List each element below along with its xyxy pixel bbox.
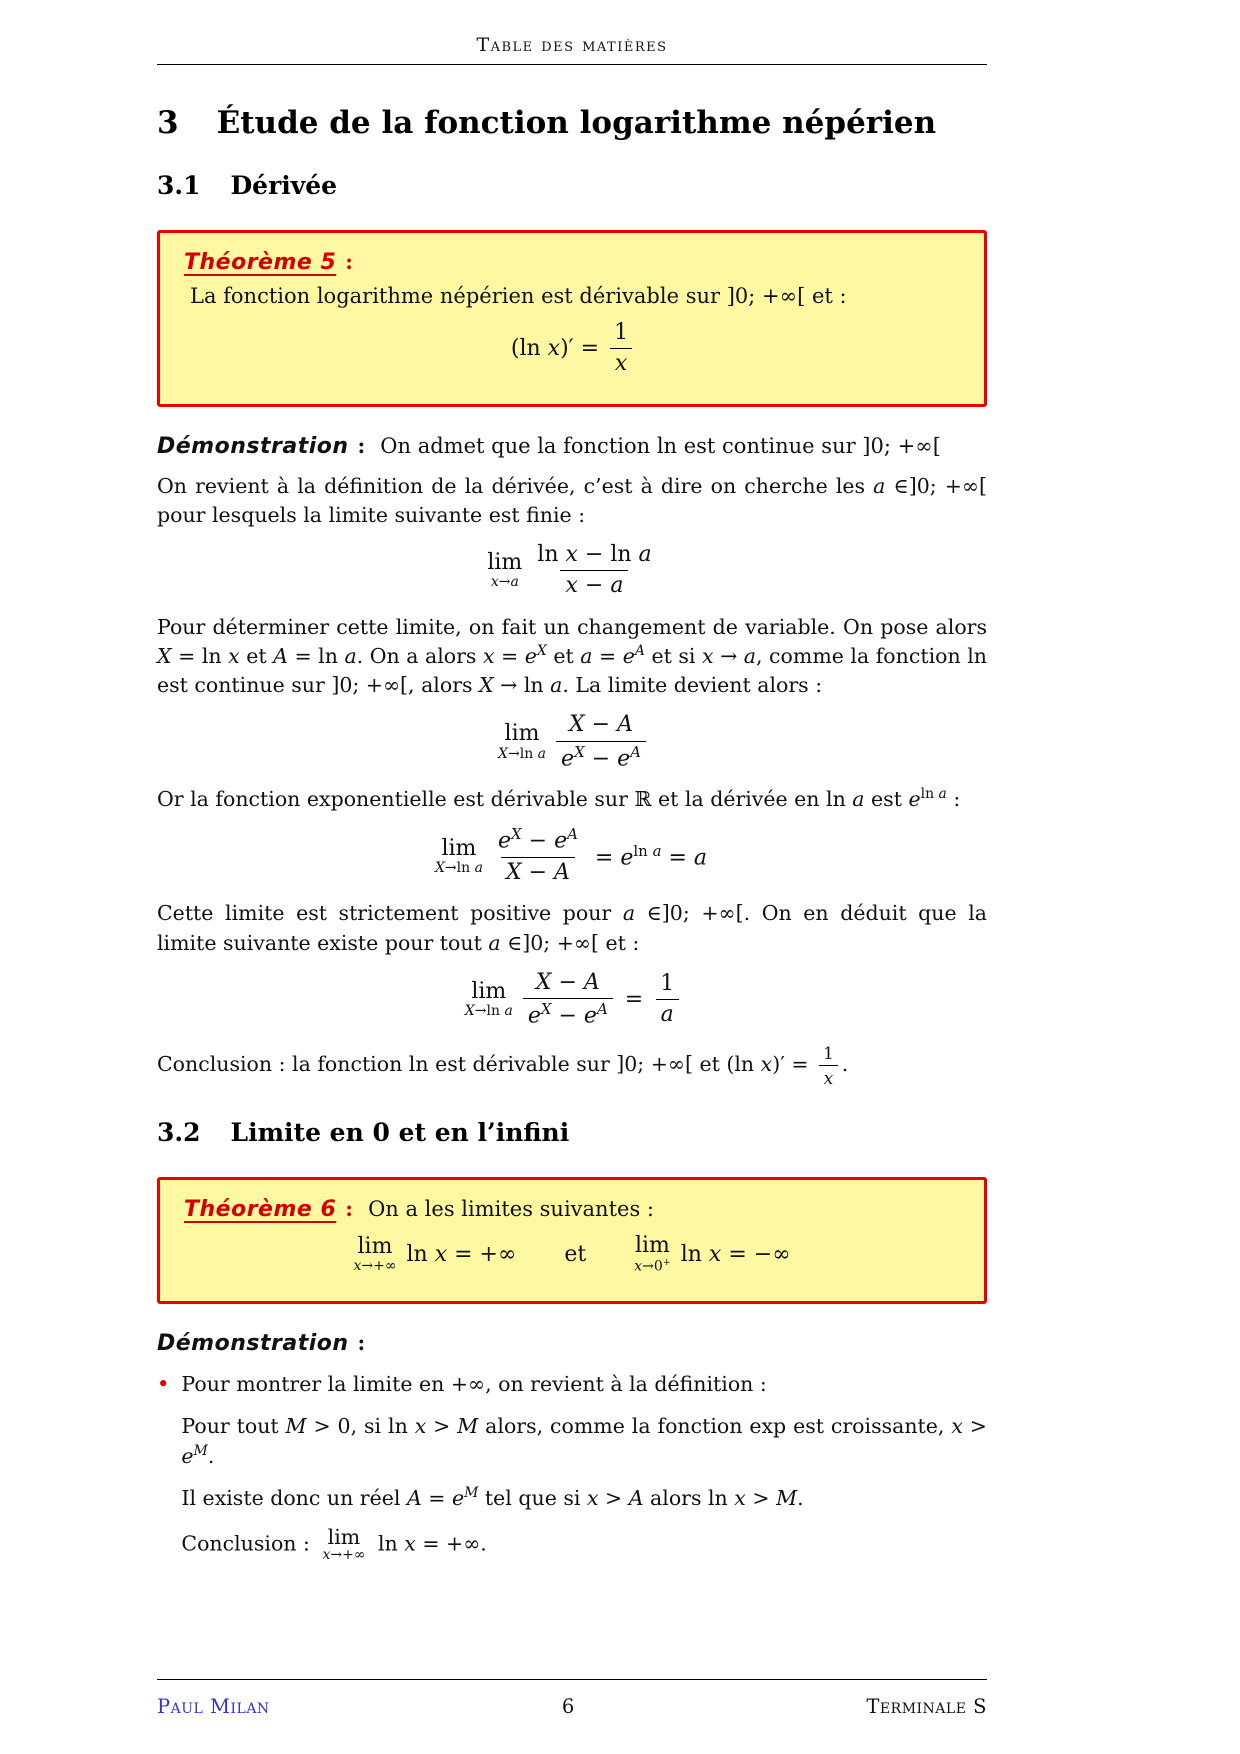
footer-author-link[interactable]: Paul Milan [157,1695,270,1718]
theorem-5-formula: (ln x)′ = $\frac{1}{x}$ [184,320,960,378]
subsection-title-limites: Limite en 0 et en l’infini [230,1118,570,1148]
subsection-number-limites: 3.2 [157,1118,201,1148]
footer-doc-title: Terminale S [866,1695,987,1718]
section-title: Étude de la fonction logarithme népérien [216,105,937,141]
theorem-5-label: Théorème 5 [184,250,337,275]
formula-limit-ln-difference: lim x→a $\frac{\text{ln x − ln a}}{x - a}$ [487,542,652,599]
bullet-paragraph-il-existe: Il existe donc un réel $A = e^M$ tel que si x > A alors ln x > M. [181,1484,804,1510]
demonstration-1-colon: : [357,432,366,458]
section-heading [157,105,987,141]
theorem-6-formula: lim x→+∞ ln x = +∞ et lim x→0+ ln x = −∞ [353,1233,791,1275]
demonstration-2-head [157,1330,987,1356]
theorem-6-colon: : [345,1196,354,1222]
theorem-box-5 [157,230,987,407]
theorem-6-intro: On a les limites suivantes : [368,1197,654,1222]
theorem-5-intro: La fonction logarithme népérien est dérivable sur ]0; +∞[ et : [190,284,847,308]
bullet-content [181,1370,987,1563]
subsection-number-derivee: 3.1 [157,171,201,200]
subsection-heading-limites [157,1118,987,1147]
theorem-5-colon: : [345,249,354,274]
subsection-title-derivee: Dérivée [230,171,338,200]
demonstration-1-head [157,433,987,459]
page-footer [157,1679,987,1718]
paragraph-change-of-variable: Pour déterminer cette limite, on fait un changement de variable. On pose alors X = ln x et A = ln a. On a alors $x = e^X$ et $a = e^A$ et si x → a, comme la fonction ln est continue sur ]0; +∞[, alors X → ln a. La limite devient alors : [157,614,987,697]
demonstration-2-label: Démonstration [157,1331,349,1357]
bullet-paragraph-pour-tout-M: Pour tout M > 0, si ln x > M alors, comme la fonction exp est croissante, $x > e^M$. [181,1414,987,1468]
header-title: Table des matières [476,34,668,56]
theorem-box-6 [157,1177,987,1304]
bullet-item-limite-infini [157,1370,987,1563]
demonstration-2-colon: : [357,1330,366,1356]
footer-page-number: 6 [561,1695,575,1718]
theorem-6-label: Théorème 6 [184,1197,337,1223]
paragraph-exponential-derivable: Or la fonction exponentielle est dérivable sur ℝ et la dérivée en ln a est $e^{ln a}$ : [157,786,961,812]
formula-limit-XA-over-exp: lim X→ln a $\frac{X - A}{e^X - e^A}$ [157,712,987,772]
paragraph-derivative-definition: On revient à la définition de la dérivée, c’est à dire on cherche les a ∈]0; +∞[ pour lesquels la limite suivante est finie : [157,473,988,527]
formula-exp-derivative-limit: lim X→ln a $\frac{e^X - e^A}{X - A}$ = $e^{ln a} = a$ [434,825,708,886]
paragraph-strictly-positive-limit: Cette limite est strictement positive pour a ∈]0; +∞[. On en déduit que la limite suivante existe pour tout a ∈]0; +∞[ et : [157,901,987,955]
demonstration-1-label: Démonstration [157,433,349,459]
formula-final-limit-one-over-a: lim X→ln a $\frac{X - A}{e^X - e^A}$ = $\frac{1}{a}$ [157,970,987,1030]
theorem-6-head [184,1196,960,1222]
footer-row [157,1680,987,1718]
theorem-5-head [184,249,960,308]
section-number: 3 [157,105,179,141]
page-header [157,34,987,65]
bullet-paragraph-conclusion: Conclusion : lim x→+∞ ln x = +∞. [181,1524,487,1564]
bullet-icon: • [157,1372,170,1397]
document-body [157,65,987,1667]
paragraph-conclusion-derivee: Conclusion : la fonction ln est dérivable sur ]0; +∞[ et (ln x)′ = $\frac{1}{x}$ . [157,1042,849,1088]
subsection-heading-derivee [157,171,987,200]
demonstration-1-intro: On admet que la fonction ln est continue sur ]0; +∞[ [380,433,941,458]
bullet-paragraph-intro: Pour montrer la limite en +∞, on revient à la définition : [181,1372,767,1397]
